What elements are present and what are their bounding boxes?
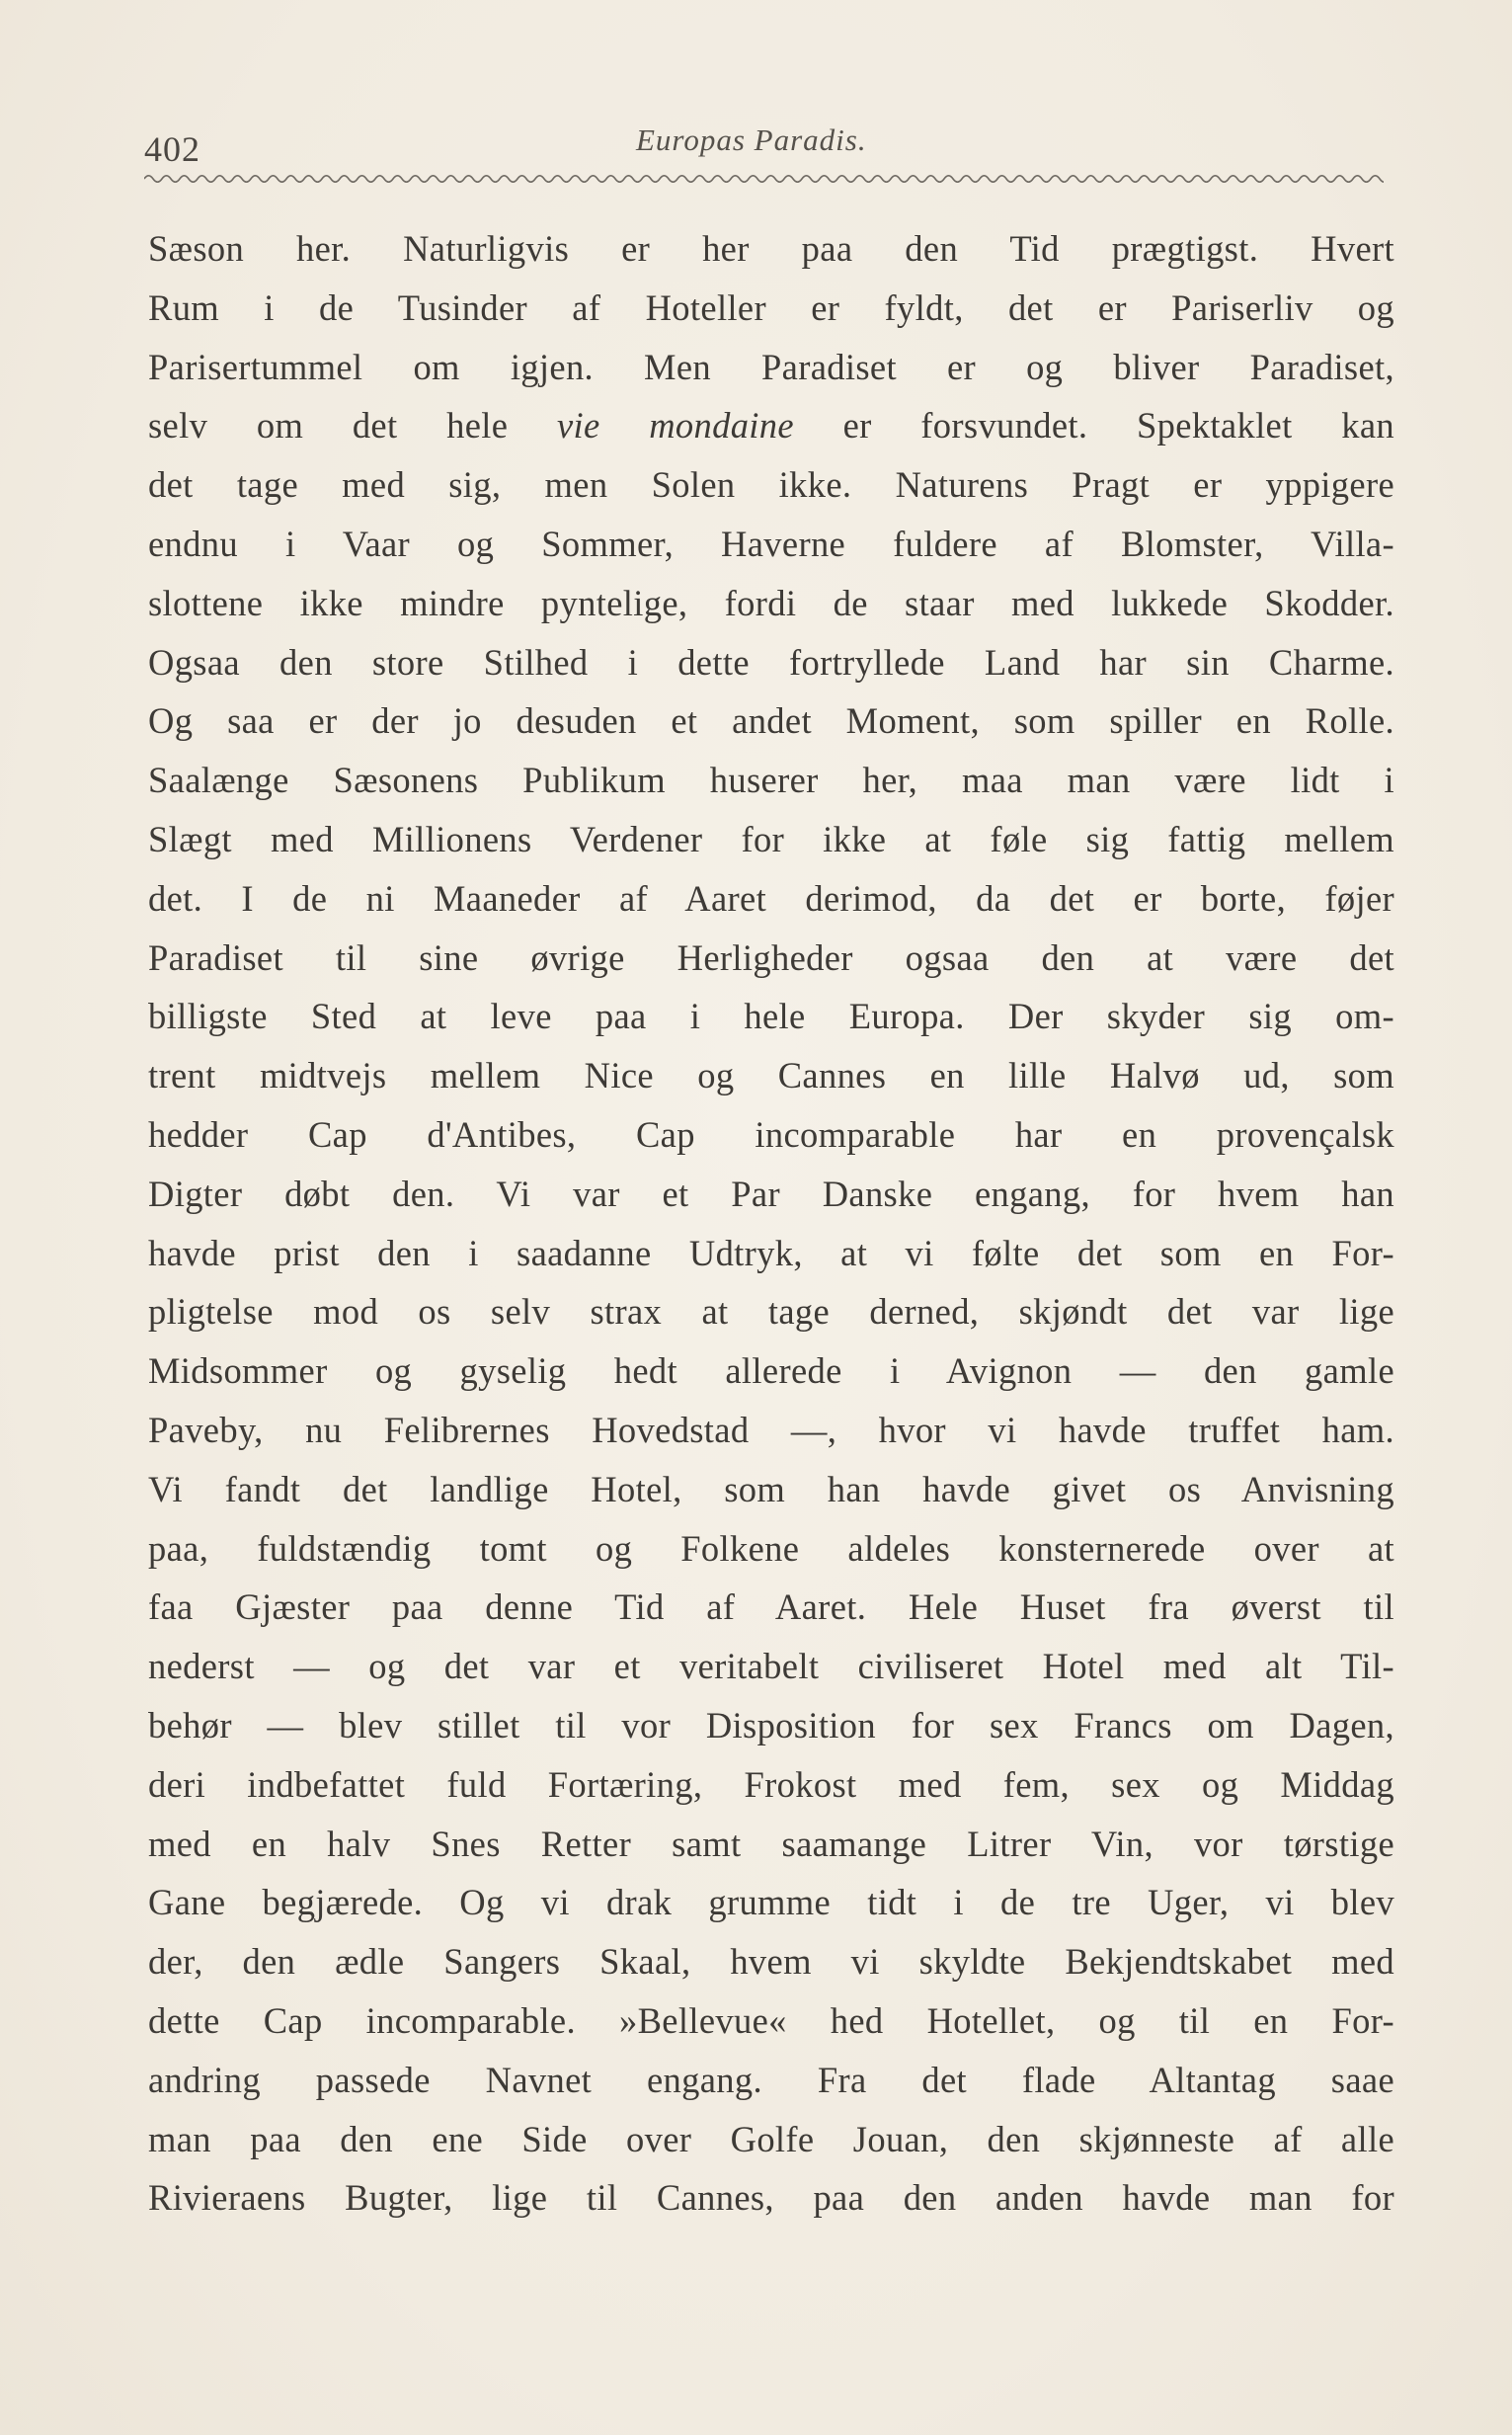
text-segment: det tage med sig, men Solen ikke. Naturens Pragt er yppigere [148, 464, 1394, 506]
text-line [148, 279, 1394, 338]
text-segment: der, den ædle Sangers Skaal, hvem vi skyldte Bekjendtskabet med [148, 1941, 1394, 1983]
text-line [148, 1932, 1394, 1991]
text-line [148, 869, 1394, 929]
text-segment: Gane begjærede. Og vi drak grumme tidt i de tre Uger, vi blev [148, 1882, 1394, 1923]
text-segment: med en halv Snes Retter samt saamange Litrer Vin, vor tørstige [148, 1823, 1394, 1864]
text-line [148, 1815, 1394, 1874]
text-line [148, 987, 1394, 1046]
text-line [148, 1991, 1394, 2051]
text-line [148, 1224, 1394, 1283]
text-line [148, 1696, 1394, 1755]
text-segment: dette Cap incomparable. »Bellevue« hed Hotellet, og til en For- [148, 1999, 1394, 2041]
text-segment: Sæson her. Naturligvis er her paa den Tid prægtigst. Hvert [148, 228, 1394, 269]
text-segment: hedder Cap d'Antibes, Cap incomparable har en provençalsk [148, 1113, 1394, 1155]
text-line [148, 1578, 1394, 1637]
text-line [148, 691, 1394, 751]
text-line [148, 1105, 1394, 1165]
running-title: Europas Paradis. [636, 122, 867, 157]
text-segment: slottene ikke mindre pyntelige, fordi de staar med lukkede Skodder. [148, 582, 1394, 623]
text-segment: Vi fandt det landlige Hotel, som han havde givet os Anvisning [148, 1468, 1394, 1509]
text-line [148, 219, 1394, 279]
body-text [148, 219, 1394, 2228]
text-segment: Slægt med Millionens Verdener for ikke at føle sig fattig mellem [148, 818, 1394, 859]
text-line [148, 396, 1394, 455]
text-line [148, 1873, 1394, 1932]
page-header [144, 117, 1384, 186]
text-line [148, 2051, 1394, 2110]
text-line [148, 810, 1394, 869]
text-segment: Digter døbt den. Vi var et Par Danske engang, for hvem han [148, 1173, 1394, 1214]
text-segment: behør — blev stillet til vor Disposition for sex Francs om Dagen, [148, 1704, 1394, 1745]
text-segment: billigste Sted at leve paa i hele Europa. Der skyder sig om- [148, 996, 1394, 1037]
page-number: 402 [144, 129, 200, 169]
text-line [148, 338, 1394, 397]
text-segment: Paveby, nu Felibrernes Hovedstad —, hvor vi havde truffet ham. [148, 1409, 1394, 1450]
text-line [148, 633, 1394, 692]
text-line [148, 1637, 1394, 1696]
italic-segment: vie mondaine [556, 405, 794, 446]
wavy-rule-icon [144, 172, 1384, 186]
text-line [148, 574, 1394, 633]
text-line [148, 751, 1394, 810]
text-line [148, 1460, 1394, 1519]
text-segment: Midsommer og gyselig hedt allerede i Avignon — den gamle [148, 1350, 1394, 1392]
text-segment: endnu i Vaar og Sommer, Haverne fuldere af Blomster, Villa- [148, 523, 1394, 564]
text-segment: selv om det hele [148, 405, 557, 446]
text-line [148, 1046, 1394, 1105]
text-segment: deri indbefattet fuld Fortæring, Frokost med fem, sex og Middag [148, 1763, 1394, 1805]
text-line [148, 2110, 1394, 2169]
text-line [148, 929, 1394, 988]
text-segment: trent midtvejs mellem Nice og Cannes en lille Halvø ud, som [148, 1055, 1394, 1096]
text-segment: Saalænge Sæsonens Publikum huserer her, maa man være lidt i [148, 760, 1394, 801]
text-segment: er forsvundet. Spektaklet kan [793, 405, 1394, 446]
text-line [148, 455, 1394, 515]
text-segment: paa, fuldstændig tomt og Folkene aldeles konsternerede over at [148, 1527, 1394, 1569]
text-segment: det. I de ni Maaneder af Aaret derimod, da det er borte, føjer [148, 877, 1394, 919]
text-line [148, 515, 1394, 574]
text-line [148, 1755, 1394, 1815]
text-segment: pligtelse mod os selv strax at tage derned, skjøndt det var lige [148, 1291, 1394, 1333]
text-segment: man paa den ene Side over Golfe Jouan, den skjønneste af alle [148, 2118, 1394, 2159]
text-segment: Paradiset til sine øvrige Herligheder ogsaa den at være det [148, 936, 1394, 978]
text-line [148, 1165, 1394, 1224]
text-segment: Ogsaa den store Stilhed i dette fortryllede Land har sin Charme. [148, 641, 1394, 683]
text-segment: Rum i de Tusinder af Hoteller er fyldt, det er Pariserliv og [148, 286, 1394, 328]
text-line [148, 1282, 1394, 1341]
text-line [148, 1401, 1394, 1460]
text-segment: Parisertummel om igjen. Men Paradiset er og bliver Paradiset, [148, 346, 1394, 387]
text-segment: faa Gjæster paa denne Tid af Aaret. Hele Huset fra øverst til [148, 1586, 1394, 1628]
text-segment: havde prist den i saadanne Udtryk, at vi følte det som en For- [148, 1232, 1394, 1273]
ornamental-wavy-rule [144, 172, 1384, 186]
text-line [148, 2168, 1394, 2228]
text-segment: andring passede Navnet engang. Fra det flade Altantag saae [148, 2059, 1394, 2100]
text-line [148, 1341, 1394, 1401]
text-segment: nederst — og det var et veritabelt civiliseret Hotel med alt Til- [148, 1646, 1394, 1687]
text-segment: Rivieraens Bugter, lige til Cannes, paa den anden havde man for [148, 2177, 1394, 2219]
text-line [148, 1519, 1394, 1579]
text-segment: Og saa er der jo desuden et andet Moment, som spiller en Rolle. [148, 700, 1394, 742]
